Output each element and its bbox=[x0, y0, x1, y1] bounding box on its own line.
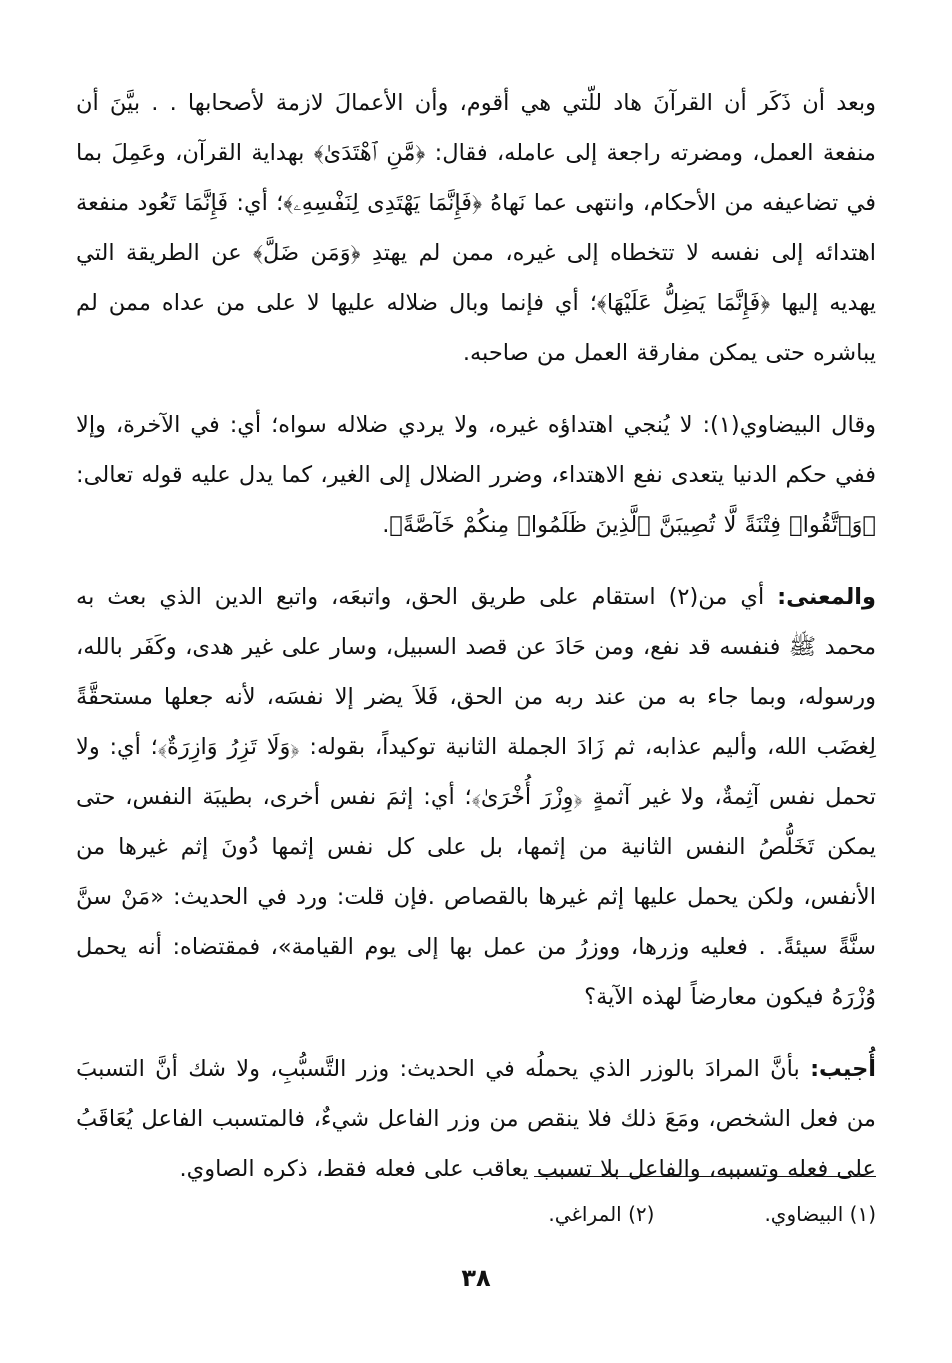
paragraph-2: وقال البيضاوي(١): لا يُنجي اهتداؤه غيره، ولا يردي ضلاله سواه؛ أي: في الآخرة، وإلا ففي حكم الدنيا يتعدى نفع الاهتداء، وضرر الضلال إلى الغير، كما يدل عليه قوله تعالى: ﴿وَٱتَّقُوا۟ فِتْنَةً لَّا تُصِيبَنَّ ٱلَّذِينَ ظَلَمُوا۟ مِنكُمْ خَآصَّةً﴾. bbox=[76, 412, 876, 538]
lead-answered: أُجيب: bbox=[810, 1056, 876, 1082]
footnotes bbox=[76, 1198, 876, 1230]
paragraph-1: وبعد أن ذَكَر أن القرآنَ هاد للّتي هي أقوم، وأن الأعمالَ لازمة لأصحابها . . بيَّنَ أن منفعة العمل، ومضرته راجعة إلى عامله، فقال: ﴿مَّنِ ٱهْتَدَىٰ﴾ بهداية القرآن، وعَمِلَ بما في تضاعيفه من الأحكام، وانتهى عما نَهاهُ ﴿فَإِنَّمَا يَهْتَدِى لِنَفْسِهِۦ﴾؛ أي: فَإِنَّمَا تَعُود منفعة اهتدائه إلى نفسه لا تتخطاه إلى غيره، ممن لم يهتدِ ﴿وَمَن ضَلَّ﴾ عن الطريقة التي يهديه إليها ﴿فَإِنَّمَا يَضِلُّ عَلَيْهَا﴾؛ أي فإنما وبال ضلاله عليها لا على من عداه ممن لم يباشره حتى يمكن مفارقة العمل من صاحبه. bbox=[76, 90, 876, 366]
footnote-divider bbox=[534, 1176, 876, 1177]
paragraph-4-body: بأنَّ المرادَ بالوزر الذي يحملُه في الحديث: وزر التَّسبُّبِ، ولا شك أنَّ التسببَ من فعل الشخص، ومَعَ ذلك فلا ينقص من وزر الفاعل شيءٌ، فالمتسبب الفاعل يُعَاقَبُ على فعله وتسببه، والفاعل بلا تسبب يعاقب على فعله فقط، ذكره الصاوي. bbox=[76, 1056, 876, 1182]
document-page bbox=[76, 78, 876, 1318]
paragraph-3 bbox=[76, 572, 876, 1022]
paragraph-3-body: أي من(٢) استقام على طريق الحق، واتبعَه، واتبع الدين الذي بعث به محمد ﷺ فنفسه قد نفع، ومن حَادَ عن قصد السبيل، وسار على غير هدى، وكَفَر بالله، ورسوله، وبما جاء به من عند ربه من الحق، فَلاَ يضر إلا نفسَه، لأنه جعلها مستحقَّةً لِغضَب الله، وأليم عذابه، ثم زَادَ الجملة الثانية توكيداً، بقوله: ﴿وَلَا تَزِرُ وَازِرَةٌ﴾؛ أي: ولا تحمل نفس آثِمةٌ، ولا غير آثمةٍ ﴿وِزْرَ أُخْرَىٰ﴾؛ أي: إثمَ نفس أخرى، بطيبَة النفس، حتى يمكن تَخَلُّصُ النفس الثانية من إثمها، بل على كل نفس إثمها دُونَ إثم غيرها من الأنفس، ولكن يحمل عليها إثم غيرها بالقصاص .فإن قلت: ورد في الحديث: «مَنْ سنَّ سنَّةً سيئةً. . فعليه وزرها، ووزرُ من عمل بها إلى يوم القيامة»، فمقتضاه: أنه يحمل وُزْرَهُ فيكون معارضاً لهذه الآية؟ bbox=[76, 584, 876, 1010]
page-number: ٣٨ bbox=[461, 1264, 491, 1292]
footnote-1: (١) البيضاوي. bbox=[764, 1202, 876, 1226]
footnote-2: (٢) المراغي. bbox=[548, 1202, 655, 1226]
lead-meaning: والمعنى: bbox=[777, 584, 876, 610]
paragraph-4 bbox=[76, 1044, 876, 1194]
